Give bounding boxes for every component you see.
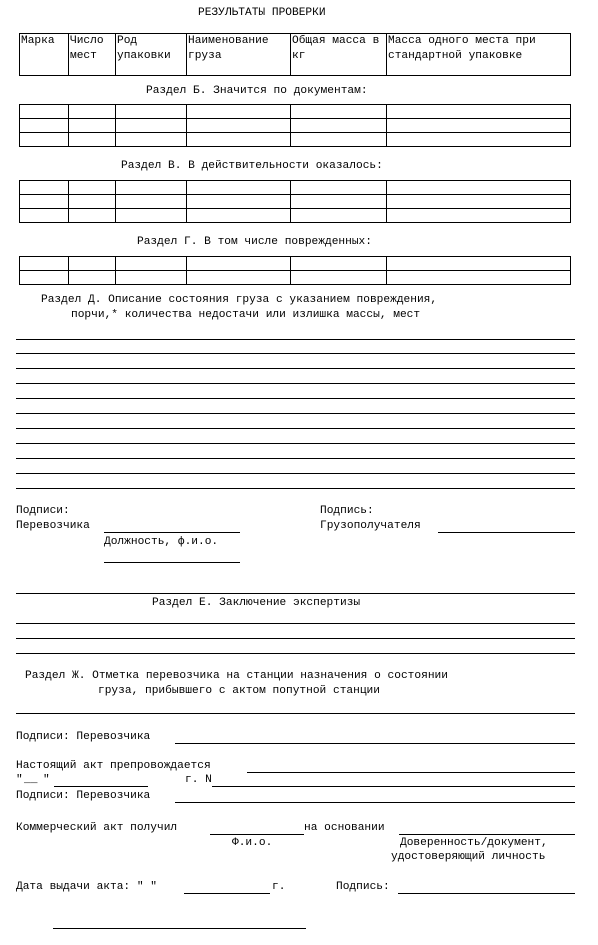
carrier-signatures-label-1: Подписи: Перевозчика <box>16 731 151 743</box>
table-row[interactable] <box>20 105 571 119</box>
description-line[interactable] <box>16 473 575 474</box>
table-row[interactable] <box>20 257 571 271</box>
received-name-line[interactable] <box>210 834 304 835</box>
consignee-label: Грузополучателя <box>320 520 421 532</box>
carrier-note-line[interactable] <box>16 713 575 714</box>
position-name-line[interactable] <box>104 562 240 563</box>
section-v-table[interactable] <box>19 180 571 223</box>
final-signature-line[interactable] <box>398 893 575 894</box>
table-row[interactable] <box>20 271 571 285</box>
header-cargo-name: Наименование груза <box>187 34 291 76</box>
table-row[interactable] <box>20 209 571 223</box>
date-day-blank[interactable]: __ <box>24 774 38 786</box>
issue-date-label: Дата выдачи акта: " " <box>16 881 157 893</box>
date-quote-close: " <box>43 774 50 786</box>
identity-caption: удостоверяющий личность <box>391 851 546 863</box>
power-doc-caption: Доверенность/документ, <box>400 837 548 849</box>
header-unit-mass: Масса одного места при стандартной упаковке <box>387 34 571 76</box>
expertise-line[interactable] <box>16 653 575 654</box>
carrier-signatures-line-1[interactable] <box>175 743 575 744</box>
consignee-signature-line[interactable] <box>438 532 575 533</box>
year-number-label: г. N <box>185 774 212 786</box>
description-line[interactable] <box>16 383 575 384</box>
header-total-mass: Общая масса в кг <box>291 34 387 76</box>
fio-caption: Ф.и.о. <box>232 837 273 849</box>
accompanied-line[interactable] <box>247 772 575 773</box>
section-b-heading: Раздел Б. Значится по документам: <box>146 85 368 97</box>
description-line[interactable] <box>16 353 575 354</box>
description-line[interactable] <box>16 458 575 459</box>
bottom-signature-line[interactable] <box>53 928 306 929</box>
description-line[interactable] <box>16 368 575 369</box>
section-e-heading: Раздел Е. Заключение экспертизы <box>152 597 361 609</box>
date-quote-open: " <box>16 774 23 786</box>
table-row[interactable] <box>20 133 571 147</box>
table-row[interactable] <box>20 195 571 209</box>
section-d-heading-line1: Раздел Д. Описание состояния груза с указанием повреждения, <box>41 294 438 306</box>
signatures-right-heading: Подпись: <box>320 505 374 517</box>
section-g-heading: Раздел Г. В том числе поврежденных: <box>137 236 372 248</box>
carrier-signatures-line-2[interactable] <box>175 802 575 803</box>
section-zh-heading-line1: Раздел Ж. Отметка перевозчика на станции назначения о состоянии <box>25 670 448 682</box>
accompanied-label: Настоящий акт препровождается <box>16 760 211 772</box>
description-line[interactable] <box>16 398 575 399</box>
description-line[interactable] <box>16 488 575 489</box>
form-title: РЕЗУЛЬТАТЫ ПРОВЕРКИ <box>198 7 326 19</box>
section-e-top-line <box>16 593 575 594</box>
description-line[interactable] <box>16 428 575 429</box>
description-line[interactable] <box>16 443 575 444</box>
section-g-table[interactable] <box>19 256 571 285</box>
expertise-line[interactable] <box>16 623 575 624</box>
table-row[interactable] <box>20 181 571 195</box>
table-row[interactable] <box>20 119 571 133</box>
description-line[interactable] <box>16 339 575 340</box>
carrier-signature-line[interactable] <box>104 532 240 533</box>
section-d-heading-line2: порчи,* количества недостачи или излишка массы, мест <box>71 309 421 321</box>
table-header-row <box>20 34 571 76</box>
header-mark: Марка <box>20 34 69 76</box>
basis-line[interactable] <box>399 834 575 835</box>
issue-year-label: г. <box>272 881 286 893</box>
section-b-table[interactable] <box>19 104 571 147</box>
cargo-header-table <box>19 33 571 76</box>
date-month-line[interactable] <box>54 786 148 787</box>
expertise-line[interactable] <box>16 638 575 639</box>
header-places: Число мест <box>69 34 116 76</box>
carrier-label: Перевозчика <box>16 520 90 532</box>
description-line[interactable] <box>16 413 575 414</box>
issue-date-month-line[interactable] <box>184 893 270 894</box>
act-number-line[interactable] <box>212 786 575 787</box>
signature-label: Подпись: <box>336 881 390 893</box>
header-package-type: Род упаковки <box>116 34 187 76</box>
section-zh-heading-line2: груза, прибывшего с актом попутной станции <box>98 685 380 697</box>
on-basis-label: на основании <box>304 822 385 834</box>
position-name-label: Должность, ф.и.о. <box>104 536 219 548</box>
signatures-left-heading: Подписи: <box>16 505 70 517</box>
carrier-signatures-label-2: Подписи: Перевозчика <box>16 790 151 802</box>
section-v-heading: Раздел В. В действительности оказалось: <box>121 160 383 172</box>
received-label: Коммерческий акт получил <box>16 822 178 834</box>
